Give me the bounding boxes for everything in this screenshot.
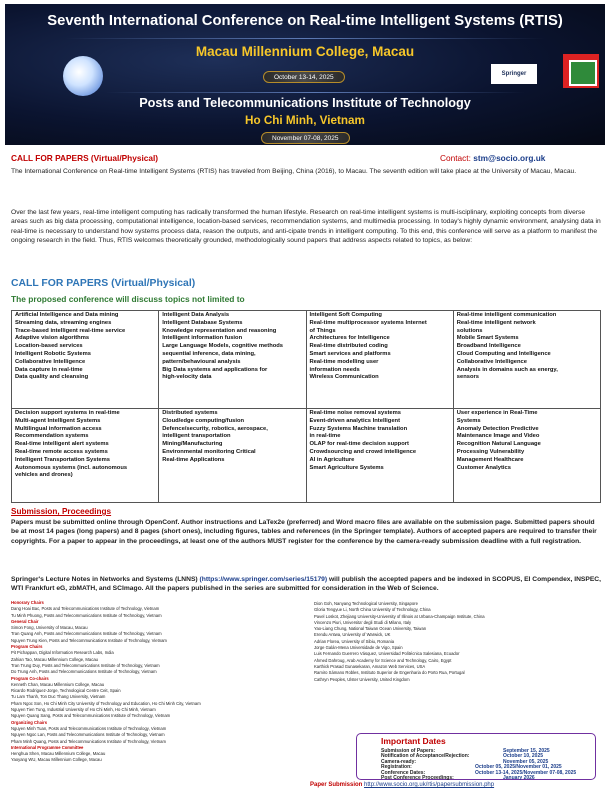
topic-cell <box>159 409 306 503</box>
lnns-paragraph <box>11 575 601 594</box>
date-value: October 13-14, 2025/November 07-08, 2025 <box>475 769 577 776</box>
call-for-papers-heading: CALL FOR PAPERS (Virtual/Physical) <box>11 153 159 163</box>
topic-cell <box>453 311 600 409</box>
topic-item: Real-time modelling user <box>309 358 379 365</box>
topic-item: Real-time intelligent alert systems <box>15 441 109 448</box>
committee-member: Tran Quang Anh, Posts and Telecommunications Institute of Technology, Vietnam <box>11 631 162 637</box>
date-label: Camera-ready: <box>381 758 417 765</box>
date-label: Conference Dates: <box>381 769 426 776</box>
topic-item: Adaptive vision algorithms <box>15 335 90 342</box>
committee-member: Pham Minh Quang, Posts and Telecommunications Institute of Technology, Vietnam <box>11 738 166 744</box>
topic-item: Multilingual information access <box>15 425 102 432</box>
topic-item: Artificial Intelligence and Data mining <box>15 312 119 318</box>
topic-item: Real-time remote access systems <box>15 448 108 455</box>
committee-member: Tran Trung Duy, Posts and Telecommunications Institute of Technology, Vietnam <box>11 662 160 668</box>
committee-heading: Program Chairs <box>11 644 43 650</box>
topic-item: Processing Vulnerability <box>456 448 525 455</box>
topic-item: Management Healthcare <box>456 456 524 463</box>
topic-item: Intelligent Data Analysis <box>162 312 230 318</box>
committee-member: Nguyen Trung Kien, Posts and Telecommunications Institute of Technology, Vietnam <box>11 637 167 643</box>
contact-email-link[interactable]: stm@socio.org.uk <box>473 153 546 163</box>
lnns-text-pre: Springer's Lecture Notes in Networks and Systems (LNNS) <box>11 576 200 583</box>
topic-item: Intelligent Transportation Systems <box>15 456 111 463</box>
date-value: October 05, 2025/November 01, 2025 <box>475 764 562 771</box>
committee-member: Ricardo Rodriguez-Jorge, Technological Centre Ceit, Spain <box>11 688 121 694</box>
topic-item: Anomaly Detection Predictive <box>456 425 539 432</box>
committee-heading: Honorary Chairs <box>11 600 44 605</box>
committee-member: Vincenzo Piuri, Universita' degli Studi di Milano, Italy <box>314 619 412 625</box>
topic-item: pattern/behavioural analysis <box>162 358 241 365</box>
committee-heading: General Chair <box>11 618 39 624</box>
topic-item: Maintenance Image and Video <box>456 433 540 440</box>
banner-venue-macau: Macau Millennium College, Macau <box>195 44 415 59</box>
committee-member: Nguyen Minh Tuan, Posts and Telecommunications Institute of Technology, Vietnam <box>11 725 167 731</box>
topic-item: Fuzzy Systems Machine translation <box>309 425 408 432</box>
contact-line <box>440 153 545 163</box>
topic-item: Smart services and platforms <box>309 350 391 357</box>
committee-member: Nguyen Quang Sang, Posts and Telecommunications Institute of Technology, Vietnam <box>11 713 171 719</box>
paper-submission-label: Paper Submission <box>310 782 363 788</box>
description-paragraph: Over the last few years, real-time intelligent computing has radically transformed the human lifestyle. Research on real-time intelligent systems is multi-isciplinary, exploiting concepts from diverse areas such as big data processing, computational intelligence, location-based services, recommendation systems, and multimedia processing. In today's highly dynamic environment, analysing data in real-time is necessary to understand how systems process data, reason the outputs, and anti-cipate trends in intelligent computing. To this end, this conference will serve as a platform to manifest the ongoing research in the field. Thus, RTIS welcomes theoretically grounded, methodologically sound papers that address aspects related to topics, as below: <box>11 209 601 245</box>
springer-logo-icon: Springer <box>491 64 537 84</box>
committee-member: Luis Fernando Guerrero Vásquez, Universidad Politécnica Salesiana, Ecuador <box>314 651 460 657</box>
topic-item: Mining/Manufacturing <box>162 441 223 448</box>
topic-item: Data capture in real-time <box>15 366 83 373</box>
topic-item: Architectures for Intelligence <box>309 335 390 342</box>
topic-item: Customer Analytics <box>456 464 511 471</box>
committee-member: Dang Hoai Bac, Posts and Telecommunications Institute of Technology, Vietnam <box>11 606 160 612</box>
topic-item: vehicles and drones) <box>15 472 73 479</box>
committee-member: Kenneth Chan, Macau Millennium College, Macau <box>11 681 105 687</box>
committee-member: Nguyen Ngoc Lan, Posts and Telecommunications Institute of Technology, Vietnam <box>11 732 165 738</box>
banner-venue-ptit: Posts and Telecommunications Institute of Technology <box>139 96 471 110</box>
committee-member: Gloria Tengyue Li, North China University of Technology, China <box>314 607 431 613</box>
topic-item: Broadband Intelligence <box>456 343 521 350</box>
committee-member: Zahian Tao, Macau Millennium College, Macau <box>11 656 98 662</box>
topic-item: solutions <box>456 327 483 334</box>
banner-title: Seventh International Conference on Real-time Intelligent Systems (RTIS) <box>47 13 563 29</box>
committee-member: Erendu Antwa, University of Warwick, UK <box>314 632 391 638</box>
committee-member: Pavel Loskot, Zhejiang University-University of Illinois at Urbana-Champaign Institute, China <box>314 613 485 619</box>
date-value: October 10, 2025 <box>503 753 544 760</box>
committee-member: Yaoyang WU, Macau Millennium College, Macau <box>11 757 102 763</box>
committee-member: Yao-Liang Chung, National Taiwan Ocean University, Taiwan <box>314 626 427 632</box>
topic-cell <box>306 409 453 503</box>
contact-label: Contact: <box>440 153 471 163</box>
conference-banner <box>5 4 605 145</box>
topic-cell <box>12 409 159 503</box>
committee-member: Simon Fong, University of Macau, Macau <box>11 625 88 631</box>
submission-paragraph: Papers must be submitted online through OpenConf. Author instructions and LaTex2e (preferred) and Word macro files are available on the submission page. Submitted papers should be at most 14 pages (long papers) and 8 pages (short ones), including figures, tables and references (in the Springer template). Authors of accepted papers are required to transfer their copyrights. For a paper to appear in the proceedings, at least one of the authors MUST register for the conference by the camera-ready submission deadline with a full registration. <box>11 519 597 545</box>
topic-item: Large Language Models, cognitive methods <box>162 343 284 350</box>
topic-item: Event-driven analytics Intelligent <box>309 417 401 424</box>
topic-cell <box>159 311 306 409</box>
topic-item: OLAP for real-time decision support <box>309 441 409 448</box>
committee-member: Ahmed Dahroug, Arab Academy for Science and Technology, Cairo, Egypt <box>314 657 452 663</box>
topic-item: intelligent transportation <box>162 433 231 440</box>
topic-item: Location-based services <box>15 343 83 350</box>
date-label: Post Conference Proceedings: <box>381 775 454 781</box>
topic-item: Defence/security, robotics, aerospace, <box>162 425 268 432</box>
lnns-text-post: will publish the accepted papers and be indexed in SCOPUS, EI Compendex, INSPEC, WTI Frankfurt eG, zbMATH, and SCImago. All the papers published in the series are submitted for consideration in the Web of Science. <box>11 576 601 593</box>
important-dates-title: Important Dates <box>381 736 446 746</box>
topic-item: in real-time <box>309 433 341 440</box>
topic-item: Recognition Natural Language <box>456 441 541 448</box>
committee-right-column <box>314 601 606 683</box>
topic-item: Autonomous systems (incl. autonomous <box>15 464 128 471</box>
topic-item: Analysis in domains such as energy, <box>456 366 558 373</box>
rtis-logo-icon <box>63 56 103 96</box>
topic-item: Real-time distributed coding <box>309 343 388 350</box>
committee-heading: Program Co-chairs <box>11 675 49 681</box>
topic-cell <box>12 311 159 409</box>
topic-item: Wireless Communication <box>309 374 379 381</box>
topic-item: sensors <box>456 374 479 381</box>
topic-item: high-velocity data <box>162 374 212 381</box>
topics-table <box>11 310 601 503</box>
topic-item: Knowledge representation and reasoning <box>162 327 277 334</box>
topic-item: Trace-based intelligent real-time service <box>15 327 126 334</box>
topic-item: Cloud Computing and Intelligence <box>456 350 551 357</box>
date-label: Notification of Acceptance/Rejection: <box>381 753 470 760</box>
lnns-series-link[interactable]: (https://www.springer.com/series/15179) <box>199 576 328 583</box>
committee-member: Pit Pichappan, Digital Information Research Labs, India <box>11 650 114 656</box>
topic-item: Smart Agriculture Systems <box>309 464 384 471</box>
committee-member: Jorge Galán-Mena Universidade de Vigo, Spain <box>314 645 403 651</box>
topic-item: Intelligent Database Systems <box>162 319 243 326</box>
topic-item: Crowdsourcing and crowd intelligence <box>309 448 417 455</box>
topic-item: Systems <box>456 417 481 424</box>
topic-item: User experience in Real-Time <box>456 410 538 416</box>
topic-item: AI in Agriculture <box>309 456 355 463</box>
topic-item: Real-time intelligent network <box>456 319 536 326</box>
topic-item: Real-time noise removal systems <box>309 410 402 416</box>
banner-date-hcm: November 07-08, 2025 <box>261 132 350 144</box>
intro-paragraph: The International Conference on Real-time Intelligent Systems (RTIS) has traveled from Beijing, China (2016), to Macau. The seventh edition will take place at the University of Macau, Macau. <box>11 168 577 175</box>
topic-item: information needs <box>309 366 360 373</box>
committee-left-column <box>11 600 299 764</box>
committee-member: Do Trung Anh, Posts and Telecommunications Institute of Technology, Vietnam <box>11 669 157 675</box>
macau-college-logo-icon <box>563 54 599 88</box>
committee-member: Adrian Florea, University of Sibiu, Romania <box>314 638 395 644</box>
committee-member: Karthick Prasad Gunasekaran, Amazon Web Services, USA <box>314 663 426 669</box>
topic-item: Real-time Applications <box>162 456 225 463</box>
committee-member: Cathryn Peoples, Ulster University, United Kingdom <box>314 676 410 682</box>
committee-heading: International Programme Committee <box>11 744 84 750</box>
topic-item: Real-time multiprocessor systems Internet <box>309 319 427 326</box>
date-value: January 2026 <box>503 775 535 781</box>
topic-item: sequential inference, data mining, <box>162 350 256 357</box>
committee-member: Henghua Shen, Macau Millennium College, Macau <box>11 751 106 757</box>
topic-item: Intelligent Robotic Systems <box>15 350 92 357</box>
committee-member: Tu Lam Thanh, Ton Duc Thang University, Vietnam <box>11 694 106 700</box>
topic-item: Data quality and cleansing <box>15 374 89 381</box>
topic-item: Collaborative Intelligence <box>15 358 86 365</box>
topic-item: Intelligent Soft Computing <box>309 312 382 318</box>
committee-heading: Organizing Chairs <box>11 719 48 725</box>
topic-item: Distributed systems <box>162 410 218 416</box>
topic-item: Big Data systems and applications for <box>162 366 268 373</box>
committee-member: Nguyen Tien Tung, Industrial University of Ho Chi Minh, Ho Chi Minh, Vietnam <box>11 707 156 713</box>
topics-intro: The proposed conference will discuss topics not limited to <box>11 294 245 304</box>
topic-item: Streaming data, streaming engines <box>15 319 112 326</box>
paper-submission-line <box>310 782 494 788</box>
topic-item: Multi-agent Intelligent Systems <box>15 417 101 424</box>
topic-item: Real-time intelligent communication <box>456 312 557 318</box>
committee-member: Tu Minh Phuong, Posts and Telecommunications Institute of Technology, Vietnam <box>11 612 162 618</box>
banner-date-macau: October 13-14, 2025 <box>263 71 345 83</box>
banner-city-hcm: Ho Chi Minh, Vietnam <box>245 114 365 127</box>
committee-member: Dion Goh, Nanyang Technological University, Singapore <box>314 601 418 606</box>
topic-item: Intelligent information fusion <box>162 335 243 342</box>
paper-submission-link[interactable]: http://www.socio.org.uk/rtis/papersubmission.php <box>364 782 495 788</box>
committee-member: Ramiro Sámano Robles, Instituto Superior de Engenharia do Porto Rua, Portugal <box>314 670 465 676</box>
call-for-papers-subheading: CALL FOR PAPERS (Virtual/Physical) <box>11 278 196 289</box>
submission-heading: Submission, Proceedings <box>11 507 112 516</box>
date-value: November 05, 2025 <box>503 758 549 765</box>
committee-member: Pham Ngoc Son, Ho Chi Minh City University of Technology and Education, Ho Chi Minh City, Vietnam <box>11 700 201 706</box>
important-dates-box <box>356 733 596 780</box>
date-label: Submission of Papers: <box>381 748 436 754</box>
date-value: September 15, 2025 <box>503 748 550 754</box>
topic-item: Mobile Smart Systems <box>456 335 519 342</box>
topic-item: Collaborative Intelligence <box>456 358 527 365</box>
topic-item: Recommendation systems <box>15 433 89 440</box>
topic-item: Decision support systems in real-time <box>15 410 120 416</box>
topic-cell <box>306 311 453 409</box>
date-label: Registration: <box>381 764 412 771</box>
topic-item: Cloud/edge computing/fusion <box>162 417 245 424</box>
topic-cell <box>453 409 600 503</box>
topic-item: of Things <box>309 327 336 334</box>
topic-item: Environmental monitoring Critical <box>162 448 256 455</box>
